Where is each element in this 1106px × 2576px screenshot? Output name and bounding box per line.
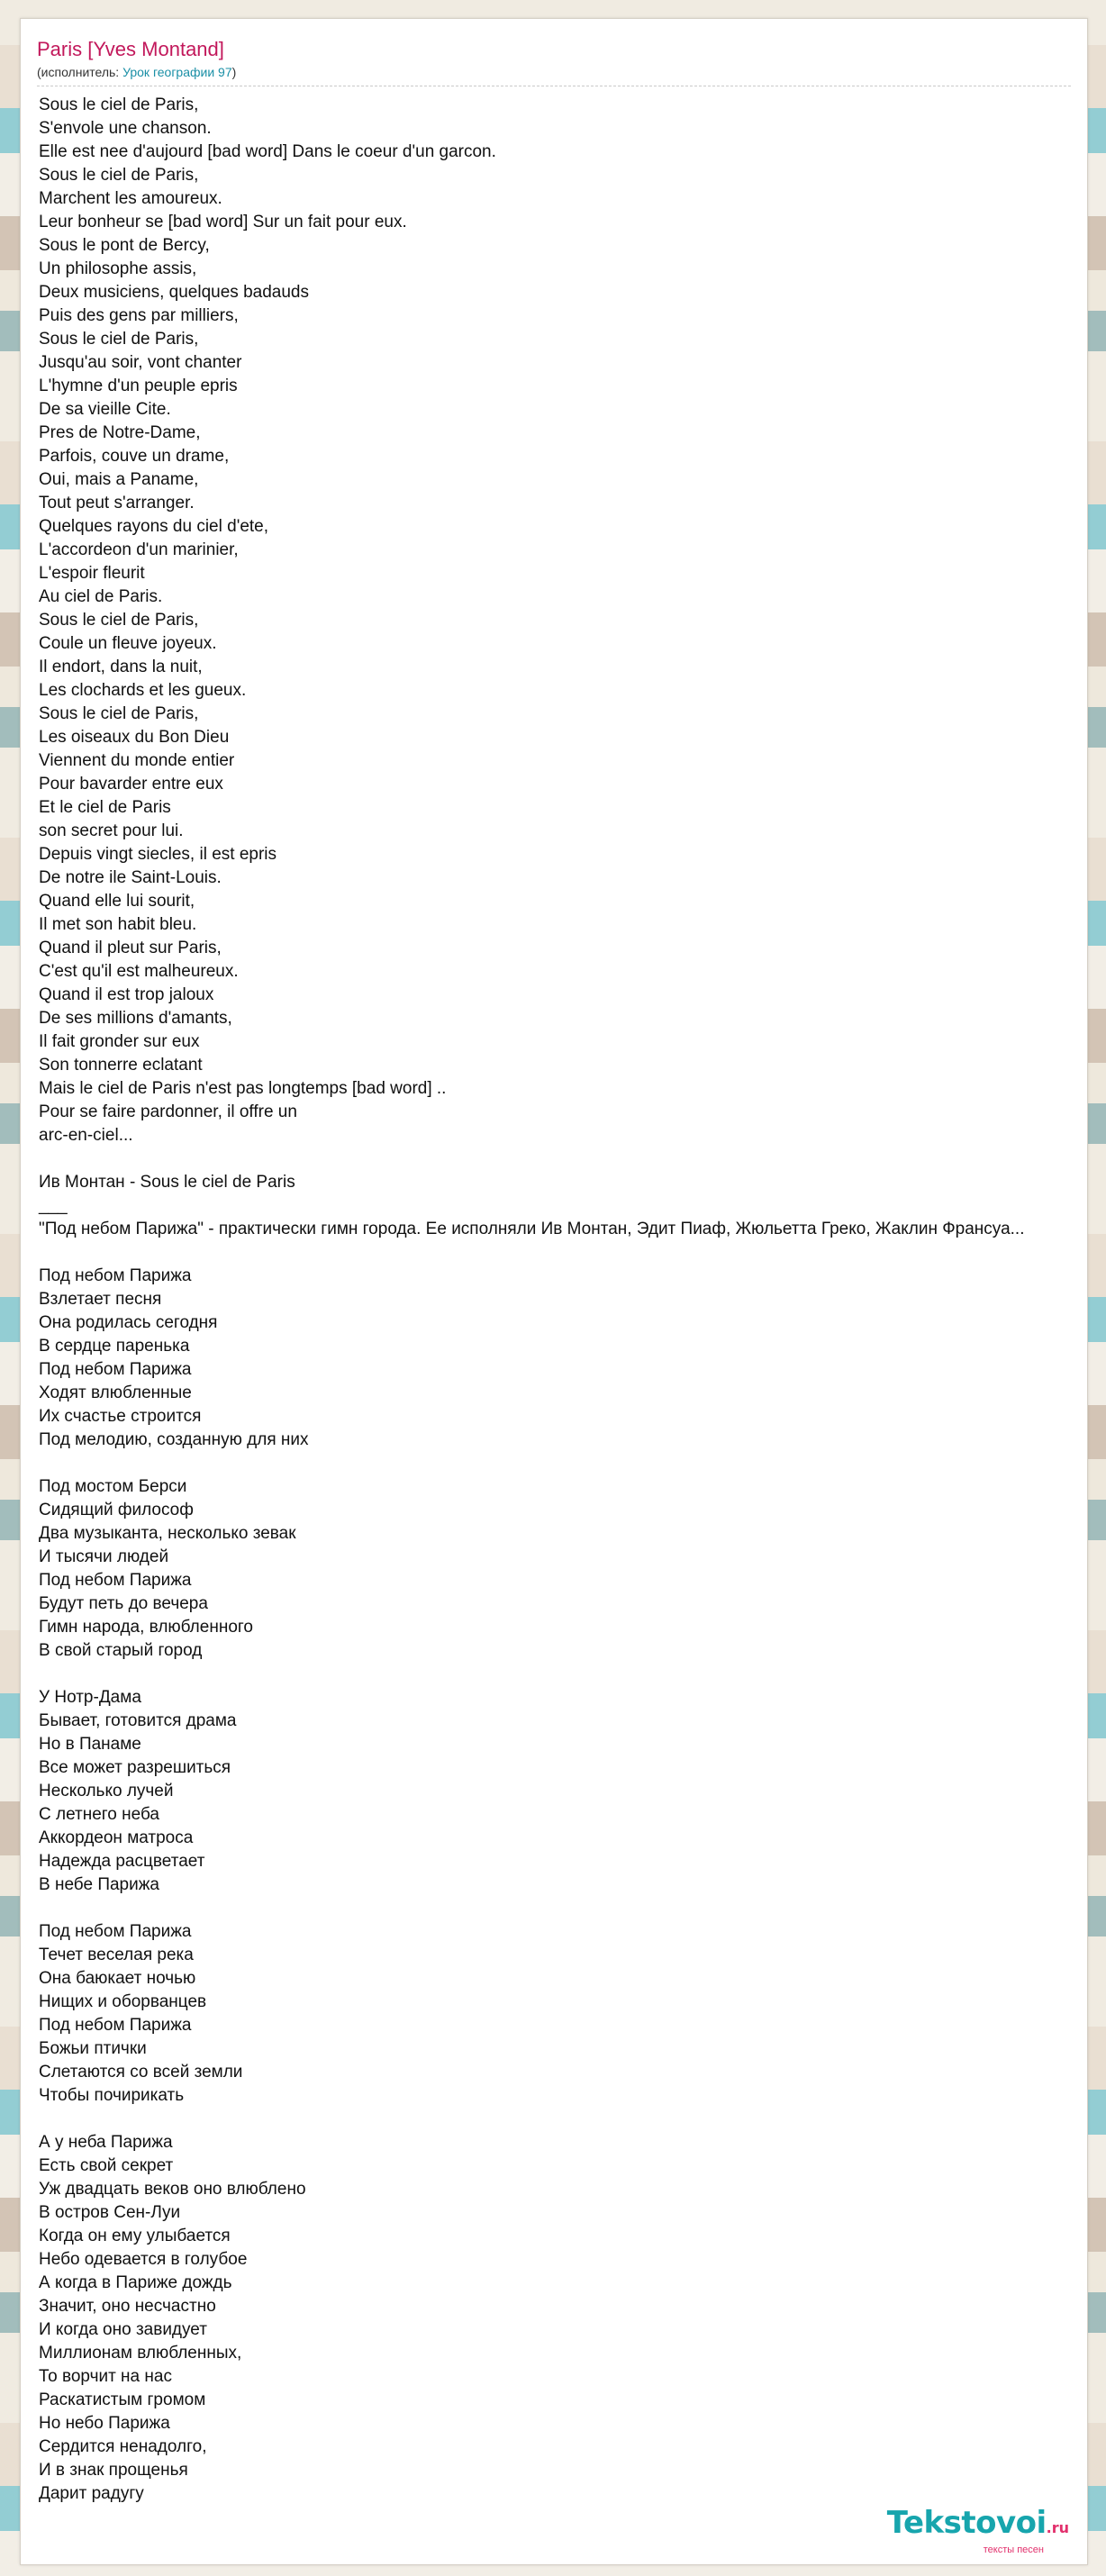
lyric-line: C'est qu'il est malheureux. — [39, 962, 239, 981]
lyric-line: Tout peut s'arranger. — [39, 494, 195, 512]
lyric-line: Son tonnerre eclatant — [39, 1056, 203, 1075]
song-header — [37, 37, 1071, 86]
lyric-line — [39, 1452, 1087, 1475]
lyric-line: Ходят влюбленные — [39, 1383, 192, 1402]
logo-tld: .ru — [1046, 2519, 1069, 2536]
lyric-line: Leur bonheur se [bad word] Sur un fait pour eux. — [39, 213, 407, 231]
lyric-line: Под небом Парижа — [39, 1922, 192, 1941]
lyric-line: Под небом Парижа — [39, 1571, 192, 1590]
lyric-line: Все может разрешиться — [39, 1758, 231, 1777]
lyric-line: Но в Панаме — [39, 1735, 141, 1754]
lyric-line: Quand il pleut sur Paris, — [39, 939, 222, 957]
lyric-line — [39, 1663, 1087, 1686]
lyric-line: Есть свой секрет — [39, 2156, 174, 2175]
logo-tagline: тексты песен — [983, 2544, 1044, 2555]
performer-suffix: ) — [231, 65, 237, 79]
lyric-line — [39, 1147, 1087, 1171]
lyric-line: Viennent du monde entier — [39, 751, 235, 770]
lyric-line — [39, 1241, 1087, 1265]
lyric-line: Уж двадцать веков оно влюблено — [39, 2180, 306, 2199]
lyric-line: Небо одевается в голубое — [39, 2250, 248, 2269]
lyric-line: Под небом Парижа — [39, 2016, 192, 2035]
lyric-line: Quand il est trop jaloux — [39, 985, 214, 1004]
lyric-line: Quand elle lui sourit, — [39, 892, 195, 911]
lyric-line: Sous le ciel de Paris, — [39, 611, 199, 630]
lyric-line — [39, 2108, 1087, 2131]
lyric-line: Elle est nee d'aujourd [bad word] Dans le coeur d'un garcon. — [39, 142, 496, 161]
site-logo[interactable] — [887, 2507, 1069, 2555]
lyric-line: Pour bavarder entre eux — [39, 775, 223, 794]
lyric-line: Quelques rayons du ciel d'ete, — [39, 517, 269, 536]
lyric-line: Сидящий философ — [39, 1501, 194, 1519]
lyric-line: Sous le ciel de Paris, — [39, 704, 199, 723]
lyric-line: В небе Парижа — [39, 1875, 159, 1894]
lyric-line: De sa vieille Cite. — [39, 400, 171, 419]
lyric-line: Под мостом Берси — [39, 1477, 187, 1496]
lyric-line: И в знак прощенья — [39, 2461, 188, 2480]
lyric-line: Sous le ciel de Paris, — [39, 95, 199, 114]
lyric-line: "Под небом Парижа" - практически гимн города. Ее исполняли Ив Монтан, Эдит Пиаф, Жюльетта Греко, Жаклин Франсуа... — [39, 1220, 1025, 1238]
lyric-line: Sous le ciel de Paris, — [39, 330, 199, 349]
lyric-line: Et le ciel de Paris — [39, 798, 171, 817]
lyric-line: Нищих и оборванцев — [39, 1992, 207, 2011]
performer-line — [37, 64, 1071, 80]
lyric-line: ___ — [39, 1196, 68, 1215]
lyric-line: Течет веселая река — [39, 1946, 194, 1964]
lyric-line: Слетаются со всей земли — [39, 2063, 243, 2082]
lyric-line: Sous le ciel de Paris, — [39, 166, 199, 185]
lyric-line: Она баюкает ночью — [39, 1969, 196, 1988]
content-panel — [20, 18, 1088, 2565]
lyric-line: Божьи птички — [39, 2039, 147, 2058]
lyric-line: Jusqu'au soir, vont chanter — [39, 353, 242, 372]
lyric-line: Под небом Парижа — [39, 1266, 192, 1285]
lyric-line: Depuis vingt siecles, il est epris — [39, 845, 276, 864]
lyric-line: Il fait gronder sur eux — [39, 1032, 200, 1051]
lyric-line: Il endort, dans la nuit, — [39, 658, 203, 676]
lyric-line: А у неба Парижа — [39, 2133, 173, 2152]
lyric-line: Pres de Notre-Dame, — [39, 423, 201, 442]
lyric-line: В остров Сен-Луи — [39, 2203, 181, 2222]
lyric-line: Les oiseaux du Bon Dieu — [39, 728, 230, 747]
lyric-line: Coule un fleuve joyeux. — [39, 634, 217, 653]
lyric-line: В сердце паренька — [39, 1337, 190, 1356]
lyric-line: То ворчит на нас — [39, 2367, 172, 2386]
logo-wordmark — [887, 2507, 1069, 2544]
lyric-line: Puis des gens par milliers, — [39, 306, 239, 325]
lyric-line: Она родилась сегодня — [39, 1313, 218, 1332]
performer-prefix: (исполнитель: — [37, 65, 123, 79]
lyric-line: Под мелодию, созданную для них — [39, 1430, 309, 1449]
lyric-line: Будут петь до вечера — [39, 1594, 208, 1613]
lyric-line: Sous le pont de Bercy, — [39, 236, 210, 255]
lyric-line: Сердится ненадолго, — [39, 2437, 207, 2456]
lyric-line: Les clochards et les gueux. — [39, 681, 247, 700]
lyric-line — [39, 1897, 1087, 1920]
lyric-line: De notre ile Saint-Louis. — [39, 868, 222, 887]
lyric-line: Бывает, готовится драма — [39, 1711, 237, 1730]
lyric-line: Il met son habit bleu. — [39, 915, 197, 934]
lyric-line: Un philosophe assis, — [39, 259, 197, 278]
lyric-line: Parfois, couve un drame, — [39, 447, 230, 466]
lyric-line: son secret pour lui. — [39, 821, 184, 840]
lyric-line: Но небо Парижа — [39, 2414, 170, 2433]
lyric-line: Несколько лучей — [39, 1782, 174, 1800]
lyric-line: S'envole une chanson. — [39, 119, 212, 138]
lyric-line: Чтобы почирикать — [39, 2086, 185, 2105]
logo-main-text: Tekstovoi — [886, 2505, 1047, 2541]
lyric-line: В свой старый город — [39, 1641, 203, 1660]
lyric-line: Au ciel de Paris. — [39, 587, 163, 606]
lyric-line: Под небом Парижа — [39, 1360, 192, 1379]
lyric-line: Их счастье строится — [39, 1407, 202, 1426]
lyrics-text — [39, 94, 1087, 2506]
lyric-line: Миллионам влюбленных, — [39, 2344, 242, 2363]
lyric-line: Когда он ему улыбается — [39, 2227, 231, 2245]
lyric-line: Надежда расцветает — [39, 1852, 205, 1871]
lyric-line: Гимн народа, влюбленного — [39, 1618, 253, 1637]
lyric-line: arc-en-ciel... — [39, 1126, 133, 1145]
lyric-line: А когда в Париже дождь — [39, 2273, 232, 2292]
lyric-line: И тысячи людей — [39, 1547, 169, 1566]
lyric-line: Deux musiciens, quelques badauds — [39, 283, 309, 302]
lyric-line: L'espoir fleurit — [39, 564, 145, 583]
lyric-line: Mais le ciel de Paris n'est pas longtemps [bad word] .. — [39, 1079, 447, 1098]
lyric-line: Дарит радугу — [39, 2484, 144, 2503]
lyric-line: И когда оно завидует — [39, 2320, 207, 2339]
lyric-line: Значит, оно несчастно — [39, 2297, 216, 2316]
lyric-line: С летнего неба — [39, 1805, 160, 1824]
lyric-line: Marchent les amoureux. — [39, 189, 222, 208]
lyric-line: У Нотр-Дама — [39, 1688, 141, 1707]
lyric-line: Pour se faire pardonner, il offre un — [39, 1102, 297, 1121]
lyric-line: Oui, mais a Paname, — [39, 470, 199, 489]
lyric-line: De ses millions d'amants, — [39, 1009, 232, 1028]
lyric-line: Раскатистым громом — [39, 2390, 206, 2409]
lyric-line: Два музыканта, несколько зевак — [39, 1524, 296, 1543]
lyric-line: L'accordeon d'un marinier, — [39, 540, 239, 559]
lyric-line: Аккордеон матроса — [39, 1828, 194, 1847]
lyric-line: Ив Монтан - Sous le ciel de Paris — [39, 1173, 295, 1192]
performer-link[interactable]: Урок географии 97 — [122, 65, 232, 79]
song-title: Paris [Yves Montand] — [37, 38, 224, 60]
lyric-line: Взлетает песня — [39, 1290, 162, 1309]
lyric-line: L'hymne d'un peuple epris — [39, 376, 238, 395]
